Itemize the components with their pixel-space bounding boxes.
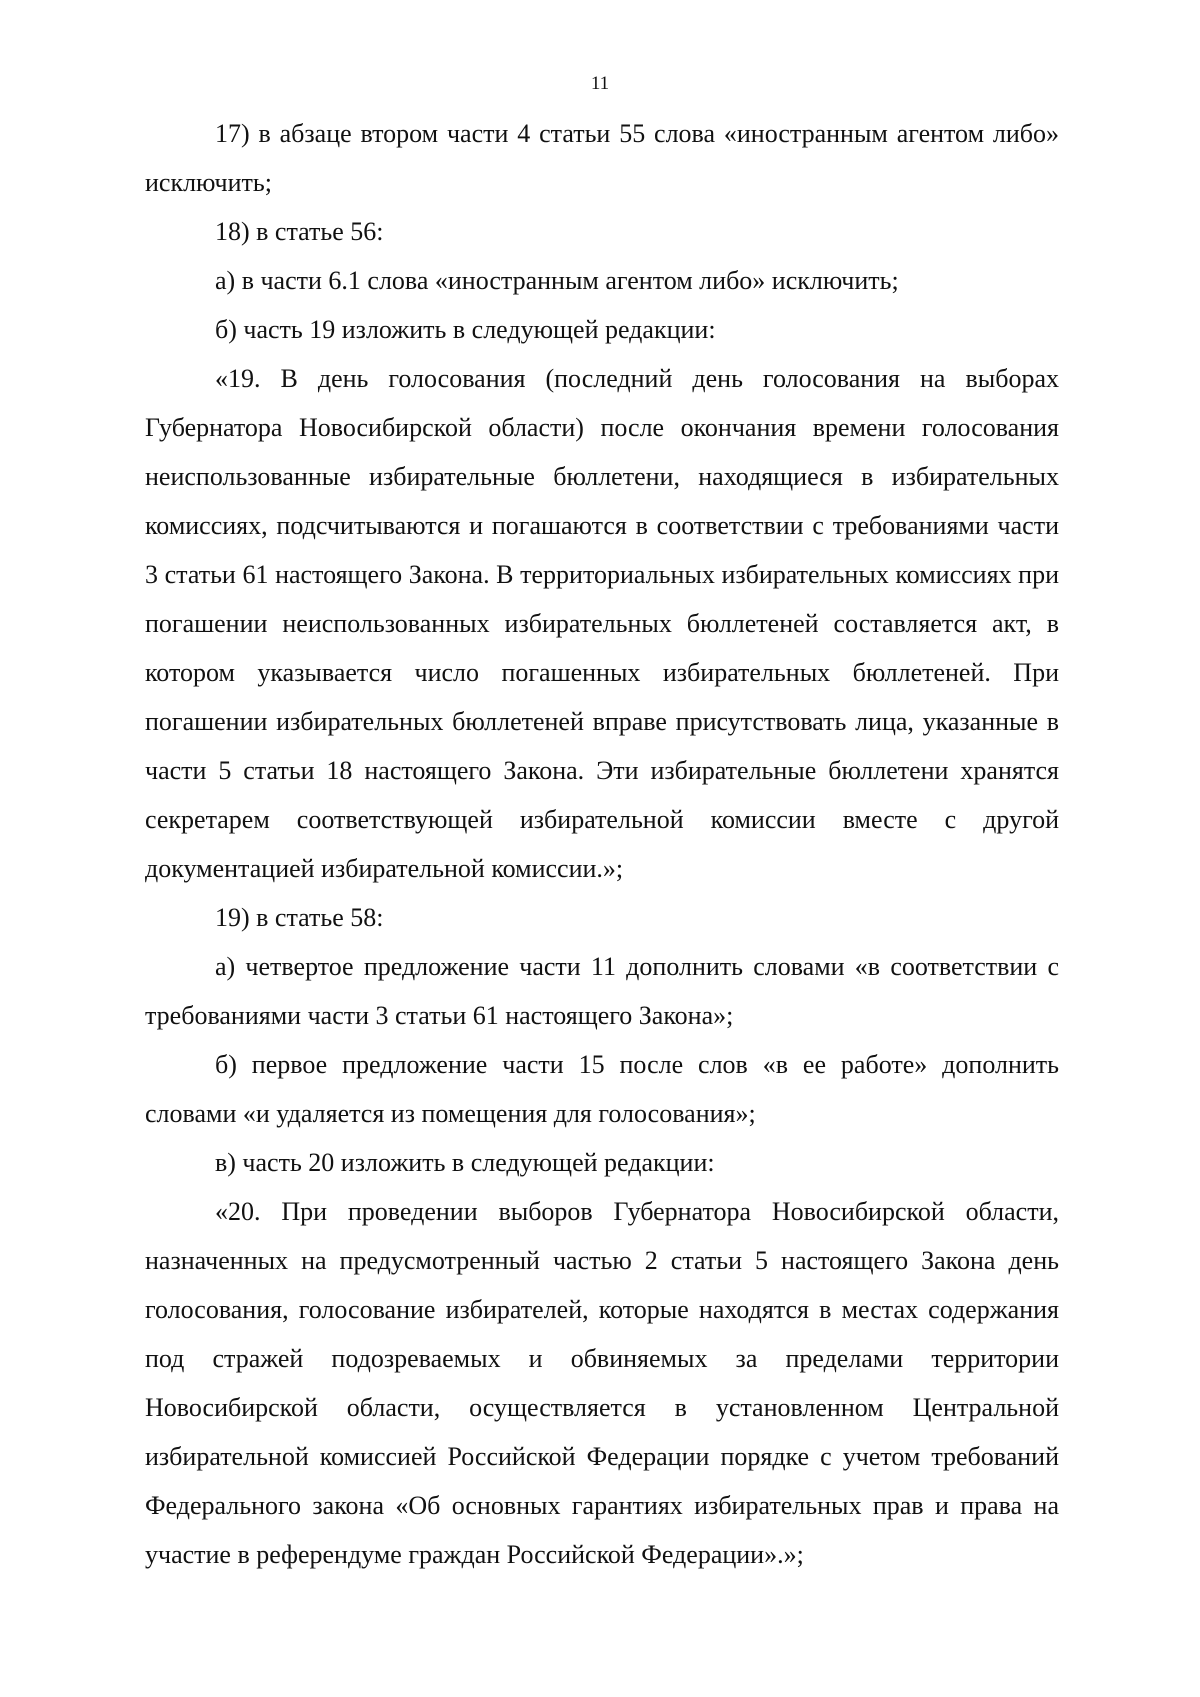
paragraph-subitem-18b: б) часть 19 изложить в следующей редакции:	[215, 315, 716, 344]
paragraph-item-18: 18) в статье 56:	[215, 217, 384, 246]
paragraph-subitem-19b: б) первое предложение части 15 после слов «в ее работе» дополнить словами «и удаляется из помещения для голосования»;	[145, 1050, 1059, 1128]
paragraph-subitem-19c: в) часть 20 изложить в следующей редакции:	[215, 1148, 715, 1177]
paragraph-subitem-18a: а) в части 6.1 слова «иностранным агентом либо» исключить;	[215, 266, 899, 295]
paragraph-subitem-19a: а) четвертое предложение части 11 дополнить словами «в соответствии с требованиями части 3 статьи 61 настоящего Закона»;	[145, 952, 1059, 1030]
page-number: 11	[590, 73, 610, 94]
paragraph-quoted-part-20: «20. При проведении выборов Губернатора Новосибирской области, назначенных на предусмотренный частью 2 статьи 5 настоящего Закона день голосования, голосование избирателей, которые находятся в местах содержания под стражей подозреваемых и обвиняемых за пределами территории Новосибирской области, осуществляется в установленном Центральной избирательной комиссией Российской Федерации порядке с учетом требований Федерального закона «Об основных гарантиях избирательных прав и права на участие в референдуме граждан Российской Федерации».»;	[145, 1197, 1059, 1569]
paragraph-item-19: 19) в статье 58:	[215, 903, 384, 932]
paragraph-item-17: 17) в абзаце втором части 4 статьи 55 слова «иностранным агентом либо» исключить;	[145, 119, 1059, 197]
paragraph-quoted-part-19: «19. В день голосования (последний день голосования на выборах Губернатора Новосибирской области) после окончания времени голосования неиспользованные избирательные бюллетени, находящиеся в избирательных комиссиях, подсчитываются и погашаются в соответствии с требованиями части 3 статьи 61 настоящего Закона. В территориальных избирательных комиссиях при погашении неиспользованных избирательных бюллетеней составляется акт, в котором указывается число погашенных избирательных бюллетеней. При погашении избирательных бюллетеней вправе присутствовать лица, указанные в части 5 статьи 18 настоящего Закона. Эти избирательные бюллетени хранятся секретарем соответствующей избирательной комиссии вместе с другой документацией избирательной комиссии.»;	[145, 364, 1059, 883]
document-body	[145, 109, 1059, 1579]
